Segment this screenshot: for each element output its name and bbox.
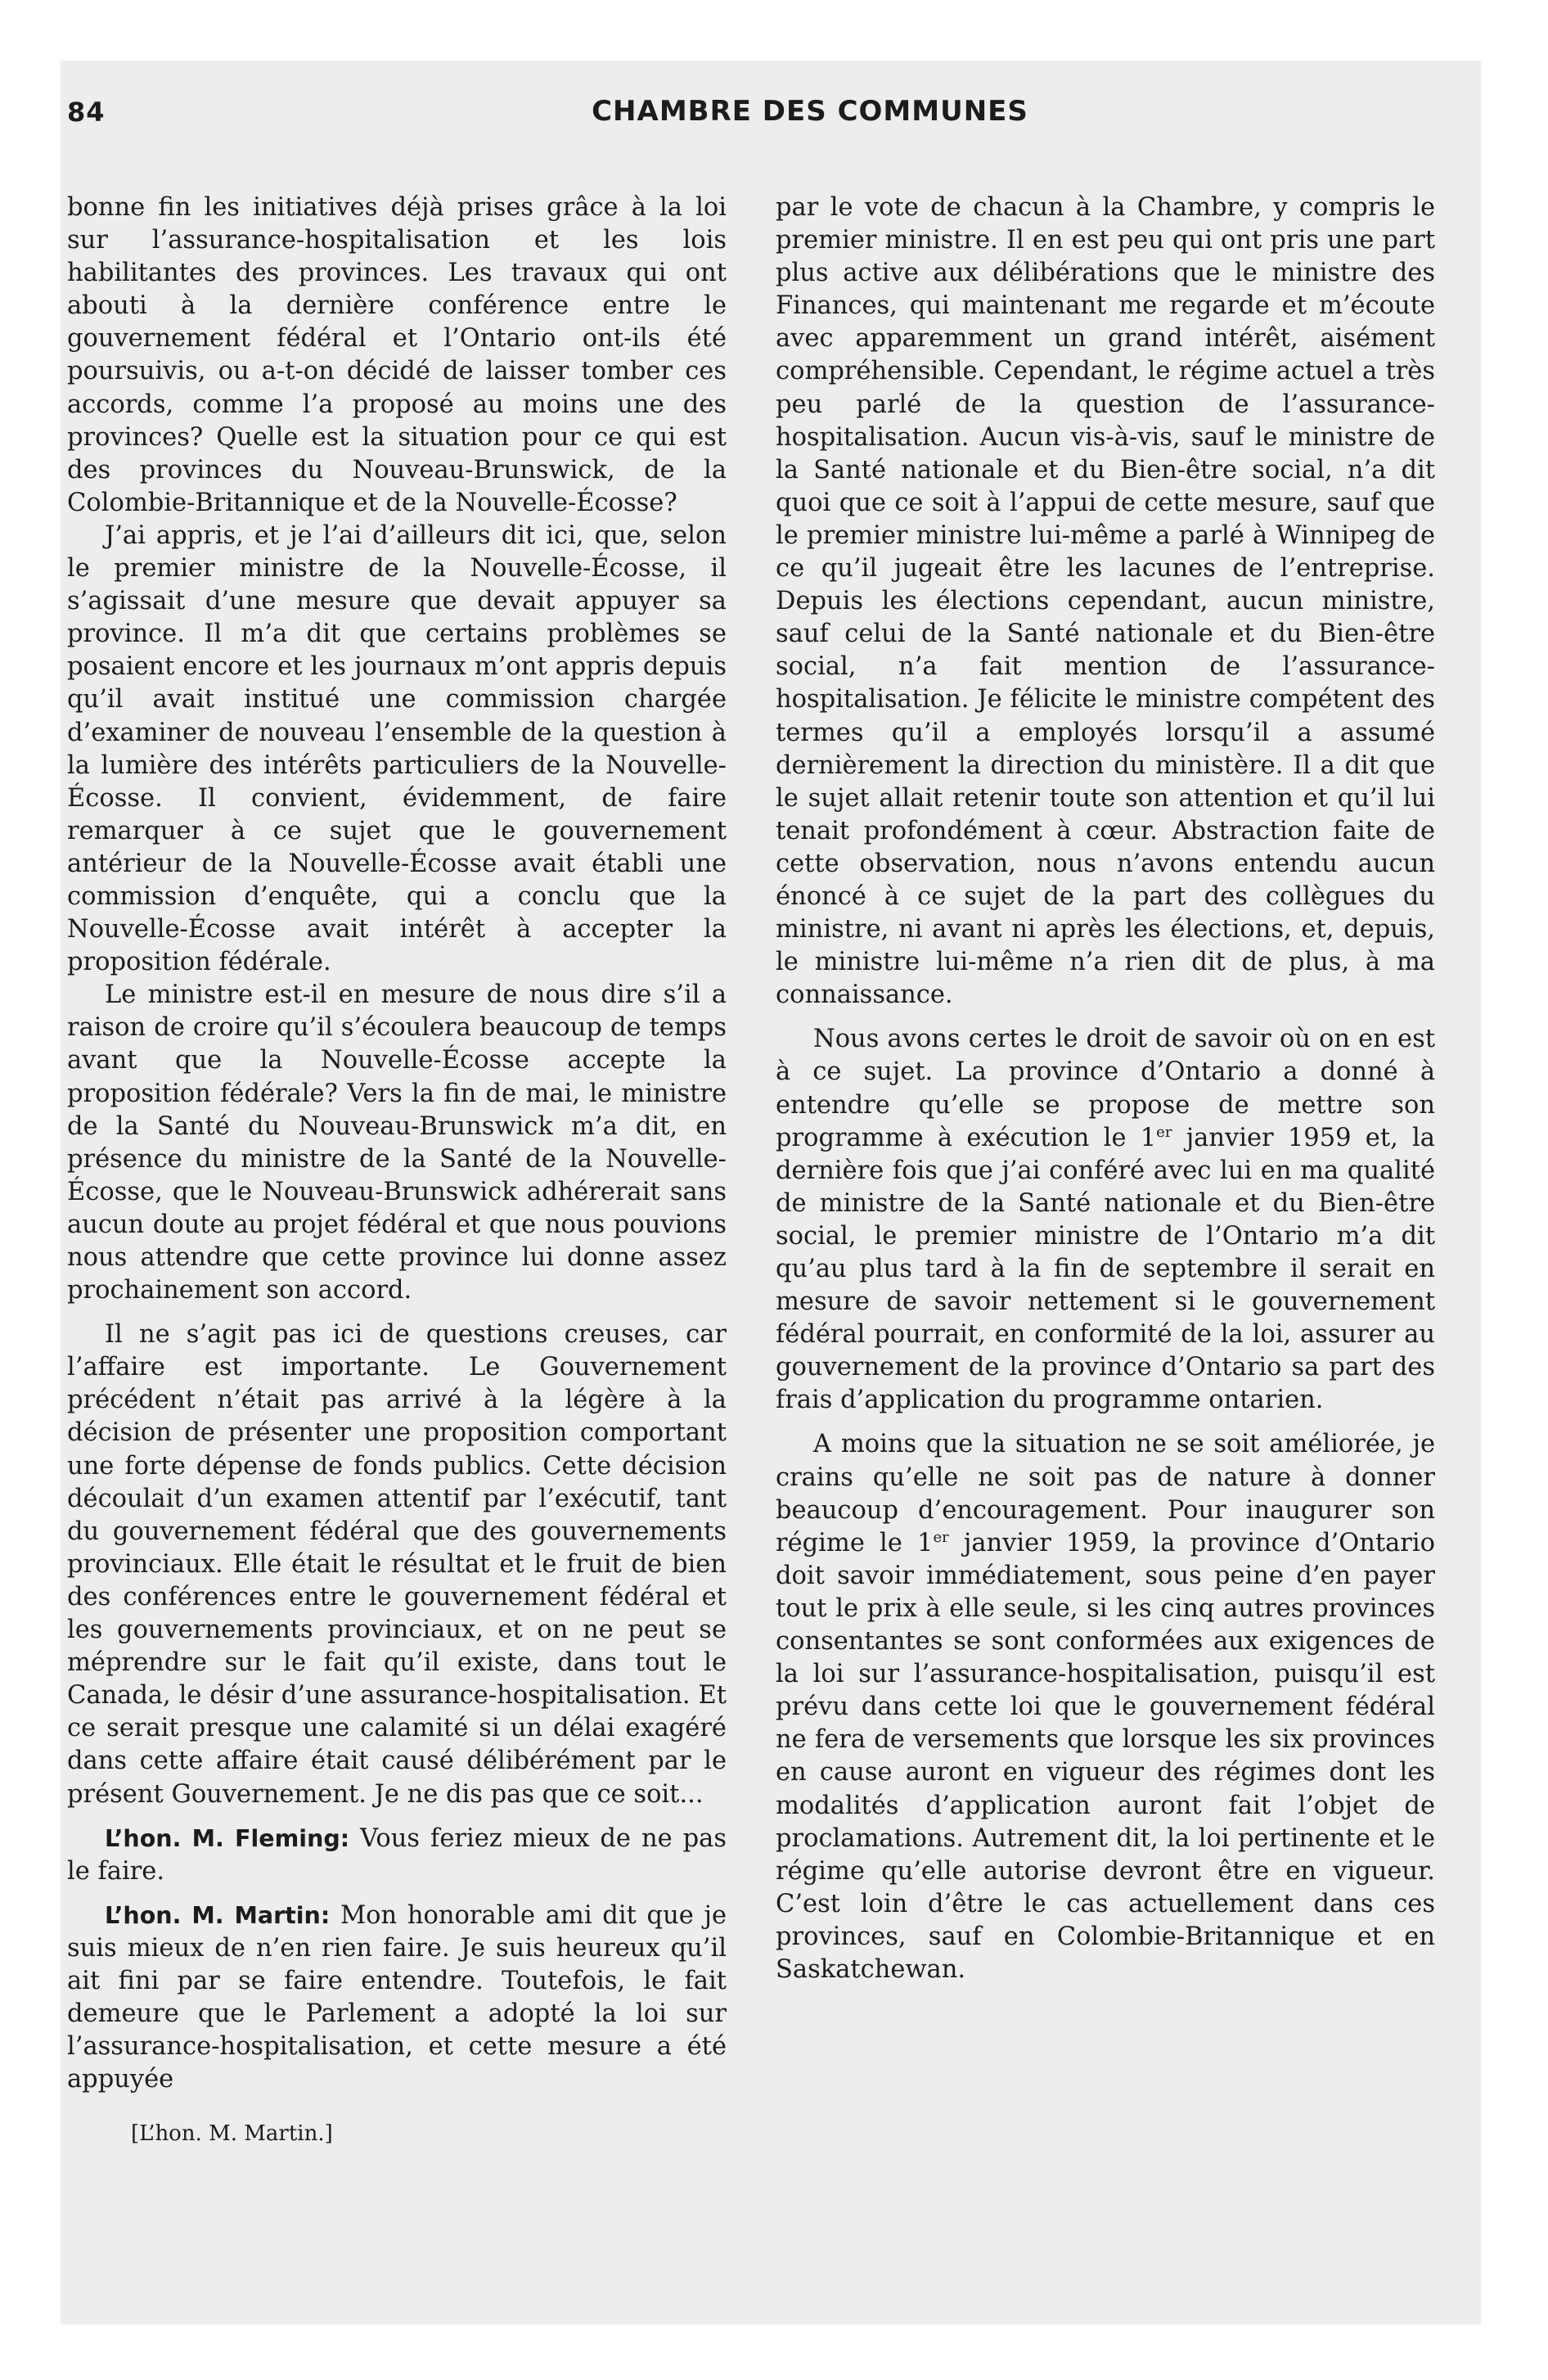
left-paragraph-3: Le ministre est-il en mesure de nous dire s’il a raison de croire qu’il s’écoulera beaucoup de temps avant que la Nouvelle-Écosse accepte la proposition fédérale? Vers la fin de mai, le ministre de la Santé du Nouveau-Brunswick m’a dit, en présence du ministre de la Santé de la Nouvelle-Écosse, que le Nouveau-Brunswick adhérerait sans aucun doute au projet fédéral et que nous pouvions nous attendre que cette province lui donne assez prochainement son accord. [67,980,727,1305]
running-head: CHAMBRE DES COMMUNES [592,95,1028,128]
left-column [67,192,727,2096]
right-paragraph-3 [776,1428,1435,1986]
martin-remark: Mon honorable ami dit que je suis mieux de n’en rien faire. Je suis heureux qu’il ait fini par se faire entendre. Toutefois, le fait demeure que le Parlement a adopté la loi sur l’assurance-hospitalisation, et cette mesure a été appuyée [67,1900,727,2094]
left-paragraph-1: bonne fin les initiatives déjà prises grâce à la loi sur l’assurance-hospitalisation et les lois habilitantes des provinces. Les travaux qui ont abouti à la dernière conférence entre le gouvernement fédéral et l’Ontario ont-ils été poursuivis, ou a-t-on décidé de laisser tomber ces accords, comme l’a proposé au moins une des provinces? Quelle est la situation pour ce qui est des provinces du Nouveau-Brunswick, de la Colombie-Britannique et de la Nouvelle-Écosse? [67,193,727,517]
ordinal-superscript: er [1156,1123,1172,1141]
right-paragraph-3-text-b: janvier 1959, la province d’Ontario doit savoir immédiatement, sous peine d’en payer tout le prix à elle seule, si les cinq autres provinces consentantes se sont conformées aux exigences de la loi sur l’assurance-hospitalisation, puisqu’il est prévu dans cette loi que le gouvernement fédéral ne fera de versements que lorsque les six provinces en cause auront en vigueur des régimes dont les modalités d’application auront fait l’objet de proclamations. Autrement dit, la loi pertinente et le régime qu’elle autorise devront être en vigueur. C’est loin d’être le cas actuellement dans ces provinces, sauf en Colombie-Britannique et en Saskatchewan. [776,1528,1435,1984]
right-paragraph-2-text-b: janvier 1959 et, la dernière fois que j’ai conféré avec lui en ma qualité de ministre de la Santé nationale et du Bien-être social, le premier ministre de l’Ontario m’a dit qu’au plus tard à la fin de septembre il serait en mesure de savoir nettement si le gouvernement fédéral pourrait, en conformité de la loi, assurer au gouvernement de la province d’Ontario sa part des frais d’application du programme ontarien. [776,1123,1435,1415]
speaker-attribution: [L’hon. M. Martin.] [131,2121,333,2146]
right-paragraph-1: par le vote de chacun à la Chambre, y compris le premier ministre. Il en est peu qui ont pris une part plus active aux délibérations que le ministre des Finances, qui maintenant me regarde et m’écoute avec apparemment un grand intérêt, aisément compréhensible. Cependant, le régime actuel a très peu parlé de la question de l’assurance-hospitalisation. Aucun vis-à-vis, sauf le ministre de la Santé nationale et du Bien-être social, n’a dit quoi que ce soit à l’appui de cette mesure, sauf que le premier ministre lui-même a parlé à Winnipeg de ce qu’il jugeait être les lacunes de l’entreprise. Depuis les élections cependant, aucun ministre, sauf celui de la Santé nationale et du Bien-être social, n’a fait mention de l’assurance-hospitalisation. Je félicite le ministre compétent des termes qu’il a employés lorsqu’il a assumé dernièrement la direction du ministère. Il a dit que le sujet allait retenir toute son attention et qu’il lui tenait profondément à cœur. Abstraction faite de cette observation, nous n’avons entendu aucun énoncé à ce sujet de la part des collègues du ministre, ni avant ni après les élections, et, depuis, le ministre lui-même n’a rien dit de plus, à ma connaissance. [776,193,1435,1010]
right-paragraph-2-text-a: Nous avons certes le droit de savoir où on en est à ce sujet. La province d’Ontario a donné à entendre qu’elle se propose de mettre son programme à exécution le 1 [776,1025,1435,1152]
left-paragraph-2: J’ai appris, et je l’ai d’ailleurs dit ici, que, selon le premier ministre de la Nouvelle-Écosse, il s’agissait d’une mesure que devait appuyer sa province. Il m’a dit que certains problèmes se posaient encore et les journaux m’ont appris depuis qu’il avait institué une commission chargée d’examiner de nouveau l’ensemble de la question à la lumière des intérêts particuliers de la Nouvelle-Écosse. Il convient, évidemment, de faire remarquer à ce sujet que le gouvernement antérieur de la Nouvelle-Écosse avait établi une commission d’enquête, qui a conclu que la Nouvelle-Écosse avait intérêt à accepter la proposition fédérale. [67,521,727,977]
speaker-martin: L’hon. M. Martin: [105,1901,331,1929]
left-paragraph-6 [67,1900,727,2097]
left-paragraph-4: Il ne s’agit pas ici de questions creuses, car l’affaire est importante. Le Gouvernement précédent n’était pas arrivé à la légère à la décision de présenter une proposition comportant une forte dépense de fonds publics. Cette décision découlait d’un examen attentif par l’exécutif, tant du gouvernement fédéral que des gouvernements provinciaux. Elle était le résultat et le fruit de bien des conférences entre le gouvernement fédéral et les gouvernements provinciaux, et on ne peut se méprendre sur le fait qu’il existe, dans tout le Canada, le désir d’une assurance-hospitalisation. Et ce serait presque une calamité si un délai exagéré dans cette affaire était causé délibérément par le présent Gouvernement. Je ne dis pas que ce soit... [67,1320,727,1809]
left-paragraph-5 [67,1823,727,1888]
ordinal-superscript: er [933,1528,949,1546]
right-paragraph-2 [776,1023,1435,1417]
speaker-fleming: L’hon. M. Fleming: [105,1824,350,1852]
right-column [776,192,1435,1986]
fleming-remark: Vous feriez mieux de ne pas le faire. [67,1823,727,1886]
right-paragraph-3-text-a: A moins que la situation ne se soit améliorée, je crains qu’elle ne soit pas de nature à donner beaucoup d’encouragement. Pour inaugurer son régime le 1 [776,1430,1435,1557]
page-number: 84 [67,97,106,128]
